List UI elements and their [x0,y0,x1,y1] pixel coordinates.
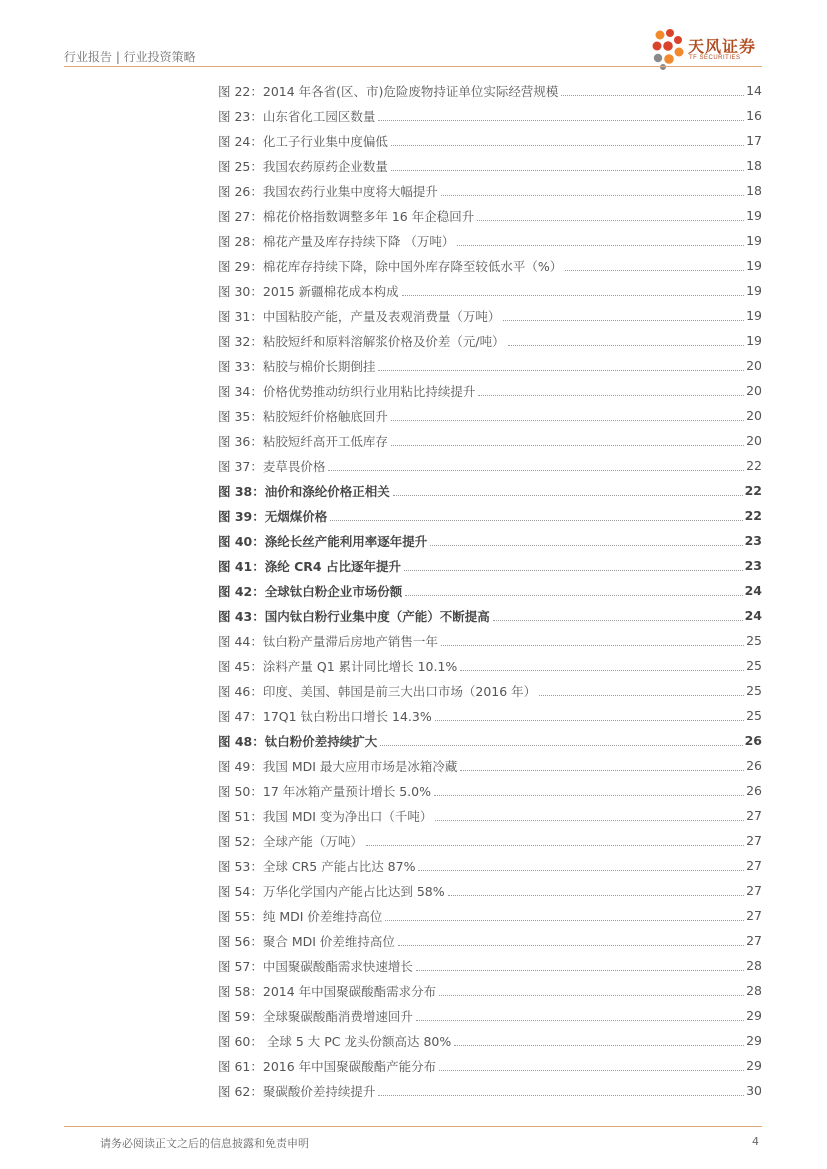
toc-entry[interactable] [218,178,762,203]
toc-entry-page: 26 [744,733,762,748]
toc-entry[interactable] [218,653,762,678]
figure-table-of-contents [218,78,762,1103]
dot-leader [454,1044,744,1046]
toc-entry-label: 图 48：钛白粉价差持续扩大 [218,733,378,749]
toc-entry-label: 图 42：全球钛白粉企业市场份额 [218,583,403,599]
toc-entry-label: 图 56：聚合 MDI 价差维持高位 [218,933,395,949]
toc-entry[interactable] [218,578,762,603]
toc-entry-page: 24 [744,608,762,623]
toc-entry-page: 26 [746,758,762,773]
toc-entry-page: 25 [746,633,762,648]
toc-entry-page: 20 [746,383,762,398]
toc-entry-label: 图 27：棉花价格指数调整多年 16 年企稳回升 [218,208,475,224]
toc-entry-label: 图 36：粘胶短纤高开工低库存 [218,433,388,449]
toc-entry-page: 19 [746,308,762,323]
dot-leader [439,994,744,996]
dot-leader [460,769,744,771]
toc-entry-page: 29 [746,1033,762,1048]
toc-entry-label: 图 55：纯 MDI 价差维持高位 [218,908,383,924]
dot-leader [393,494,743,496]
toc-entry[interactable] [218,678,762,703]
toc-entry-page: 29 [746,1008,762,1023]
dot-leader [385,919,744,921]
toc-entry[interactable] [218,78,762,103]
toc-entry-page: 19 [746,258,762,273]
toc-entry[interactable] [218,878,762,903]
toc-entry-label: 图 29：棉花库存持续下降，除中国外库存降至较低水平（%） [218,258,563,274]
toc-entry-page: 19 [746,233,762,248]
brand-logo [648,26,768,70]
toc-entry-label: 图 62：聚碳酸价差持续提升 [218,1083,376,1099]
toc-entry-page: 30 [746,1083,762,1098]
toc-entry[interactable] [218,553,762,578]
toc-entry-page: 28 [746,958,762,973]
toc-entry-page: 24 [744,583,762,598]
toc-entry-label: 图 50：17 年冰箱产量预计增长 5.0% [218,783,431,799]
dot-leader [539,694,744,696]
toc-entry-label: 图 35：粘胶短纤价格触底回升 [218,408,388,424]
toc-entry-label: 图 43：国内钛白粉行业集中度（产能）不断提高 [218,608,490,624]
dot-leader [503,319,744,321]
dot-leader [402,294,744,296]
dot-leader [434,794,744,796]
toc-entry[interactable] [218,128,762,153]
dot-leader [391,169,744,171]
toc-entry[interactable] [218,203,762,228]
toc-entry-page: 17 [746,133,762,148]
dot-leader [435,719,744,721]
toc-entry-page: 27 [746,858,762,873]
toc-entry-page: 22 [744,483,762,498]
toc-entry[interactable] [218,703,762,728]
dot-leader [391,144,744,146]
dot-leader [380,744,742,746]
toc-entry-page: 27 [746,933,762,948]
toc-entry-label: 图 58：2014 年中国聚碳酸酯需求分布 [218,983,437,999]
toc-entry-page: 18 [746,158,762,173]
toc-entry-page: 19 [746,208,762,223]
toc-entry-label: 图 37：麦草畏价格 [218,458,326,474]
toc-entry[interactable] [218,228,762,253]
dot-leader [493,619,743,621]
dot-leader [561,94,744,96]
toc-entry-page: 28 [746,983,762,998]
toc-entry-label: 图 54：万华化学国内产能占比达到 58% [218,883,445,899]
dot-leader [457,244,744,246]
toc-entry-label: 图 34：价格优势推动纺织行业用粘比持续提升 [218,383,476,399]
dot-leader [378,119,744,121]
toc-entry-label: 图 60： 全球 5 大 PC 龙头份额高达 80% [218,1033,452,1049]
toc-entry[interactable] [218,1028,762,1053]
toc-entry[interactable] [218,278,762,303]
toc-entry-label: 图 59：全球聚碳酸酯消费增速回升 [218,1008,413,1024]
header-category: 行业报告 | 行业投资策略 [64,50,196,64]
toc-entry[interactable] [218,403,762,428]
dot-leader [477,219,744,221]
toc-entry[interactable] [218,853,762,878]
toc-entry[interactable] [218,453,762,478]
toc-entry-page: 20 [746,433,762,448]
brand-subtitle: TF SECURITIES [689,55,741,61]
toc-entry-label: 图 38：油价和涤纶价格正相关 [218,483,390,499]
toc-entry-page: 19 [746,283,762,298]
dot-leader [435,819,744,821]
dot-leader [418,869,744,871]
dot-leader [430,544,742,546]
toc-entry-label: 图 22：2014 年各省(区、市)危险废物持证单位实际经营规模 [218,83,559,99]
toc-entry[interactable] [218,728,762,753]
dot-leader [448,894,744,896]
dot-leader [478,394,744,396]
toc-entry[interactable] [218,828,762,853]
toc-entry-page: 27 [746,833,762,848]
toc-entry-page: 19 [746,333,762,348]
dot-leader [330,519,742,521]
toc-entry-label: 图 31：中国粘胶产能，产量及表观消费量（万吨） [218,308,501,324]
dot-leader [366,844,744,846]
toc-entry-label: 图 30：2015 新疆棉花成本构成 [218,283,399,299]
toc-entry[interactable] [218,903,762,928]
header-divider [64,66,762,67]
toc-entry[interactable] [218,503,762,528]
toc-entry[interactable] [218,528,762,553]
toc-entry-page: 22 [744,508,762,523]
toc-entry[interactable] [218,628,762,653]
toc-entry[interactable] [218,928,762,953]
footer-divider [64,1126,762,1127]
flower-logo-icon [648,26,690,70]
toc-entry-label: 图 61：2016 年中国聚碳酸酯产能分布 [218,1058,437,1074]
dot-leader [565,269,744,271]
toc-entry-label: 图 46：印度、美国、韩国是前三大出口市场（2016 年） [218,683,537,699]
dot-leader [404,569,743,571]
toc-entry-page: 26 [746,783,762,798]
toc-entry-label: 图 26：我国农药行业集中度将大幅提升 [218,183,438,199]
dot-leader [328,469,744,471]
toc-entry-label: 图 53：全球 CR5 产能占比达 87% [218,858,416,874]
toc-entry[interactable] [218,753,762,778]
brand-name: 天风证券 [688,37,757,56]
toc-entry-label: 图 52：全球产能（万吨） [218,833,363,849]
toc-entry-page: 14 [746,83,762,98]
toc-entry-page: 27 [746,883,762,898]
dot-leader [441,194,744,196]
toc-entry-page: 25 [746,658,762,673]
toc-entry-label: 图 45：涂料产量 Q1 累计同比增长 10.1% [218,658,458,674]
dot-leader [378,1094,744,1096]
toc-entry-label: 图 24：化工子行业集中度偏低 [218,133,388,149]
footer-disclaimer: 请务必阅读正文之后的信息披露和免责申明 [100,1137,309,1150]
toc-entry-label: 图 49：我国 MDI 最大应用市场是冰箱冷藏 [218,758,458,774]
toc-entry[interactable] [218,303,762,328]
toc-entry-label: 图 41：涤纶 CR4 占比逐年提升 [218,558,401,574]
toc-entry[interactable] [218,603,762,628]
toc-entry[interactable] [218,778,762,803]
toc-entry-page: 20 [746,358,762,373]
dot-leader [378,369,744,371]
toc-entry[interactable] [218,803,762,828]
toc-entry[interactable] [218,253,762,278]
toc-entry[interactable] [218,1078,762,1103]
dot-leader [441,644,744,646]
toc-entry[interactable] [218,353,762,378]
dot-leader [398,944,744,946]
toc-entry-page: 22 [746,458,762,473]
dot-leader [391,419,744,421]
toc-entry[interactable] [218,1003,762,1028]
toc-entry-label: 图 25：我国农药原药企业数量 [218,158,388,174]
toc-entry-page: 16 [746,108,762,123]
toc-entry[interactable] [218,328,762,353]
toc-entry[interactable] [218,378,762,403]
toc-entry-page: 23 [744,533,762,548]
dot-leader [439,1069,744,1071]
toc-entry-label: 图 23：山东省化工园区数量 [218,108,376,124]
toc-entry-label: 图 33：粘胶与棉价长期倒挂 [218,358,376,374]
dot-leader [416,969,744,971]
toc-entry-page: 29 [746,1058,762,1073]
toc-entry-label: 图 28：棉花产量及库存持续下降 （万吨） [218,233,455,249]
dot-leader [460,669,744,671]
toc-entry-page: 25 [746,683,762,698]
toc-entry[interactable] [218,428,762,453]
toc-entry-label: 图 47：17Q1 钛白粉出口增长 14.3% [218,708,432,724]
toc-entry-label: 图 39：无烟煤价格 [218,508,328,524]
toc-entry[interactable] [218,153,762,178]
toc-entry-label: 图 57：中国聚碳酸酯需求快速增长 [218,958,413,974]
dot-leader [508,344,744,346]
toc-entry-page: 20 [746,408,762,423]
toc-entry[interactable] [218,103,762,128]
dot-leader [405,594,742,596]
dot-leader [391,444,744,446]
toc-entry[interactable] [218,478,762,503]
toc-entry-page: 25 [746,708,762,723]
toc-entry-page: 23 [744,558,762,573]
toc-entry[interactable] [218,1053,762,1078]
toc-entry-page: 18 [746,183,762,198]
toc-entry[interactable] [218,953,762,978]
page-number: 4 [752,1135,759,1148]
toc-entry-page: 27 [746,908,762,923]
toc-entry[interactable] [218,978,762,1003]
toc-entry-label: 图 32：粘胶短纤和原料溶解浆价格及价差（元/吨） [218,333,505,349]
toc-entry-label: 图 51：我国 MDI 变为净出口（千吨） [218,808,433,824]
toc-entry-label: 图 44：钛白粉产量滞后房地产销售一年 [218,633,438,649]
toc-entry-label: 图 40：涤纶长丝产能利用率逐年提升 [218,533,428,549]
toc-entry-page: 27 [746,808,762,823]
dot-leader [416,1019,744,1021]
